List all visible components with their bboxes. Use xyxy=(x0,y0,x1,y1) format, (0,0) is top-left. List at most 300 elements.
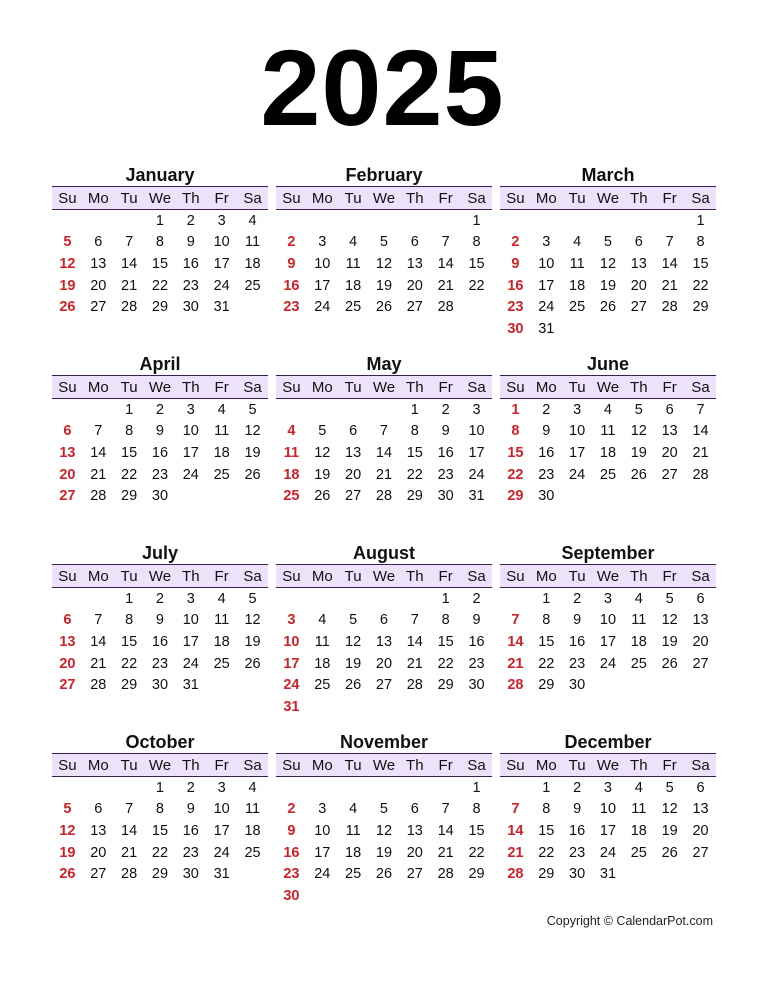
weekday-label: Th xyxy=(399,565,430,588)
empty-day-cell xyxy=(369,777,400,799)
day-cell: 4 xyxy=(603,401,612,418)
month-march xyxy=(500,164,716,340)
weekday-header-row xyxy=(276,565,492,588)
empty-day-cell xyxy=(175,696,206,718)
empty-day-cell xyxy=(593,485,624,507)
day-cell: 5 xyxy=(665,779,674,796)
empty-day-cell xyxy=(338,696,369,718)
empty-day-cell xyxy=(307,507,338,529)
week-row xyxy=(52,318,268,340)
empty-day-cell xyxy=(685,507,716,529)
empty-day-cell xyxy=(175,485,206,507)
week-row xyxy=(52,296,268,318)
day-cell: 1 xyxy=(125,401,134,418)
empty-day-cell xyxy=(369,399,400,421)
day-cell: 17 xyxy=(213,822,230,839)
empty-day-cell xyxy=(175,507,206,529)
weekday-label: Tu xyxy=(338,565,369,588)
weekday-label: Sa xyxy=(461,187,492,210)
week-row xyxy=(500,253,716,275)
weekday-label: Mo xyxy=(83,187,114,210)
week-row xyxy=(52,674,268,696)
sunday-day-cell: 17 xyxy=(283,655,300,672)
empty-day-cell xyxy=(338,210,369,232)
day-cell: 17 xyxy=(599,633,617,650)
day-cell: 20 xyxy=(406,277,423,294)
week-row xyxy=(52,485,268,507)
sunday-day-cell: 12 xyxy=(59,822,76,839)
day-cell: 22 xyxy=(151,844,169,861)
empty-day-cell xyxy=(83,588,114,610)
sunday-day-cell: 27 xyxy=(59,677,76,694)
day-cell: 25 xyxy=(630,844,647,861)
month-table xyxy=(52,753,268,907)
empty-day-cell xyxy=(237,485,268,507)
day-cell: 15 xyxy=(538,633,555,650)
day-cell: 21 xyxy=(661,277,678,294)
weekday-label: Fr xyxy=(206,754,237,777)
day-cell: 1 xyxy=(542,590,551,607)
sunday-day-cell: 8 xyxy=(511,423,520,440)
empty-day-cell xyxy=(500,210,531,232)
week-row xyxy=(500,421,716,443)
empty-day-cell xyxy=(623,210,654,232)
empty-day-cell xyxy=(338,399,369,421)
day-cell: 20 xyxy=(692,822,709,839)
month-name: April xyxy=(139,354,181,374)
week-row xyxy=(52,863,268,885)
week-row xyxy=(500,610,716,632)
month-name: May xyxy=(366,354,402,374)
week-row xyxy=(500,631,716,653)
empty-day-cell xyxy=(145,507,176,529)
sunday-day-cell: 14 xyxy=(507,822,524,839)
weekday-label: Th xyxy=(399,187,430,210)
week-row xyxy=(276,318,492,340)
sunday-day-cell: 20 xyxy=(59,655,76,672)
day-cell: 27 xyxy=(406,866,423,883)
day-cell: 23 xyxy=(182,844,199,861)
day-cell: 3 xyxy=(603,779,612,796)
day-cell: 23 xyxy=(569,844,586,861)
empty-day-cell xyxy=(83,885,114,907)
day-cell: 29 xyxy=(538,677,555,694)
day-cell: 15 xyxy=(406,444,423,461)
weekday-label: Th xyxy=(623,565,654,588)
sunday-day-cell: 5 xyxy=(63,234,72,251)
day-cell: 9 xyxy=(155,423,164,440)
day-cell: 9 xyxy=(186,801,195,818)
empty-day-cell xyxy=(531,696,562,718)
empty-day-cell xyxy=(685,696,716,718)
empty-day-cell xyxy=(52,885,83,907)
weekday-label: Mo xyxy=(83,754,114,777)
day-cell: 6 xyxy=(379,612,388,629)
week-row xyxy=(500,232,716,254)
weekday-header-row xyxy=(276,754,492,777)
week-row xyxy=(500,485,716,507)
day-cell: 19 xyxy=(244,444,261,461)
day-cell: 18 xyxy=(244,822,261,839)
empty-day-cell xyxy=(654,485,685,507)
month-april xyxy=(52,353,268,529)
week-row xyxy=(500,318,716,340)
day-cell: 1 xyxy=(441,590,450,607)
empty-day-cell xyxy=(654,674,685,696)
empty-day-cell xyxy=(562,507,593,529)
day-cell: 19 xyxy=(244,633,261,650)
day-cell: 8 xyxy=(125,612,134,629)
day-cell: 27 xyxy=(375,677,393,694)
weekday-header-row xyxy=(500,376,716,399)
month-february xyxy=(276,164,492,340)
day-cell: 19 xyxy=(375,844,393,861)
day-cell: 22 xyxy=(468,844,485,861)
day-cell: 13 xyxy=(692,612,709,629)
empty-day-cell xyxy=(83,318,114,340)
empty-day-cell xyxy=(685,485,716,507)
day-cell: 1 xyxy=(542,779,551,796)
day-cell: 10 xyxy=(599,801,617,818)
empty-day-cell xyxy=(399,885,430,907)
empty-day-cell xyxy=(531,507,562,529)
day-cell: 14 xyxy=(90,444,107,461)
day-cell: 19 xyxy=(661,633,678,650)
week-row xyxy=(276,232,492,254)
empty-day-cell xyxy=(593,210,624,232)
day-cell: 26 xyxy=(375,866,393,883)
day-cell: 11 xyxy=(345,822,361,839)
weekday-label: Sa xyxy=(461,376,492,399)
week-row xyxy=(276,588,492,610)
day-cell: 10 xyxy=(314,822,331,839)
day-cell: 16 xyxy=(538,444,555,461)
weekday-header-row xyxy=(500,565,716,588)
day-cell: 12 xyxy=(244,423,261,440)
day-cell: 15 xyxy=(437,633,454,650)
empty-day-cell xyxy=(562,318,593,340)
weekday-label: Su xyxy=(276,754,307,777)
sunday-day-cell: 15 xyxy=(507,444,524,461)
week-row xyxy=(52,588,268,610)
day-cell: 28 xyxy=(437,866,454,883)
day-cell: 3 xyxy=(573,401,582,418)
empty-day-cell xyxy=(623,885,654,907)
empty-day-cell xyxy=(623,507,654,529)
month-table xyxy=(276,375,492,529)
day-cell: 13 xyxy=(630,255,647,272)
weekday-label: Mo xyxy=(531,565,562,588)
weekday-label: Fr xyxy=(430,754,461,777)
day-cell: 31 xyxy=(213,866,230,883)
day-cell: 12 xyxy=(661,612,678,629)
day-cell: 27 xyxy=(90,866,107,883)
day-cell: 7 xyxy=(441,234,450,251)
day-cell: 10 xyxy=(599,612,617,629)
day-cell: 18 xyxy=(599,444,617,461)
empty-day-cell xyxy=(399,777,430,799)
day-cell: 9 xyxy=(186,234,195,251)
day-cell: 9 xyxy=(573,801,582,818)
weekday-label: Tu xyxy=(114,187,145,210)
day-cell: 15 xyxy=(468,822,485,839)
day-cell: 28 xyxy=(406,677,423,694)
empty-day-cell xyxy=(276,777,307,799)
weekday-label: Su xyxy=(500,565,531,588)
empty-day-cell xyxy=(206,507,237,529)
sunday-day-cell: 24 xyxy=(283,677,300,694)
weekday-label: Tu xyxy=(562,754,593,777)
day-cell: 24 xyxy=(213,844,230,861)
weekday-label: Tu xyxy=(338,754,369,777)
day-cell: 11 xyxy=(314,633,330,650)
day-cell: 13 xyxy=(345,444,362,461)
empty-day-cell xyxy=(83,507,114,529)
day-cell: 2 xyxy=(155,590,164,607)
empty-day-cell xyxy=(562,485,593,507)
weekday-label: Th xyxy=(399,376,430,399)
day-cell: 25 xyxy=(569,299,586,316)
month-table xyxy=(52,186,268,340)
sunday-day-cell: 31 xyxy=(283,698,300,715)
week-row xyxy=(276,820,492,842)
day-cell: 15 xyxy=(121,633,138,650)
week-row xyxy=(500,863,716,885)
day-cell: 23 xyxy=(151,655,169,672)
weekday-label: We xyxy=(593,187,624,210)
week-row xyxy=(276,399,492,421)
month-september xyxy=(500,542,716,718)
day-cell: 5 xyxy=(318,423,327,440)
day-cell: 8 xyxy=(696,234,705,251)
day-cell: 21 xyxy=(437,277,454,294)
day-cell: 9 xyxy=(472,612,481,629)
month-may xyxy=(276,353,492,529)
day-cell: 15 xyxy=(692,255,709,272)
weekday-label: Th xyxy=(175,376,206,399)
empty-day-cell xyxy=(206,674,237,696)
empty-day-cell xyxy=(52,777,83,799)
week-row xyxy=(52,507,268,529)
week-row xyxy=(52,885,268,907)
week-row xyxy=(500,696,716,718)
weekday-header-row xyxy=(276,376,492,399)
sunday-day-cell: 14 xyxy=(507,633,524,650)
week-row xyxy=(500,653,716,675)
week-row xyxy=(52,610,268,632)
day-cell: 10 xyxy=(314,255,331,272)
week-row xyxy=(276,253,492,275)
empty-day-cell xyxy=(83,696,114,718)
day-cell: 4 xyxy=(217,401,226,418)
day-cell: 25 xyxy=(345,866,362,883)
month-name: November xyxy=(339,732,429,752)
day-cell: 18 xyxy=(345,844,362,861)
day-cell: 23 xyxy=(182,277,199,294)
weekday-label: Th xyxy=(623,754,654,777)
sunday-day-cell: 25 xyxy=(283,488,300,505)
day-cell: 25 xyxy=(244,844,261,861)
day-cell: 13 xyxy=(375,633,393,650)
day-cell: 24 xyxy=(599,655,617,672)
day-cell: 12 xyxy=(375,255,393,272)
day-cell: 9 xyxy=(441,423,450,440)
empty-day-cell xyxy=(685,863,716,885)
empty-day-cell xyxy=(623,863,654,885)
empty-day-cell xyxy=(593,885,624,907)
empty-day-cell xyxy=(307,885,338,907)
sunday-day-cell: 28 xyxy=(507,677,524,694)
empty-day-cell xyxy=(237,885,268,907)
day-cell: 22 xyxy=(692,277,709,294)
weekday-label: Fr xyxy=(654,376,685,399)
day-cell: 20 xyxy=(630,277,647,294)
day-cell: 21 xyxy=(406,655,423,672)
sunday-day-cell: 3 xyxy=(287,612,296,629)
day-cell: 20 xyxy=(375,655,393,672)
week-row xyxy=(52,464,268,486)
empty-day-cell xyxy=(623,318,654,340)
weekday-label: Sa xyxy=(685,565,716,588)
day-cell: 25 xyxy=(599,466,617,483)
weekday-label: Sa xyxy=(237,754,268,777)
week-row xyxy=(52,653,268,675)
day-cell: 19 xyxy=(345,655,362,672)
sunday-day-cell: 2 xyxy=(511,234,520,251)
day-cell: 13 xyxy=(692,801,709,818)
day-cell: 28 xyxy=(121,299,138,316)
day-cell: 17 xyxy=(314,844,331,861)
sunday-day-cell: 30 xyxy=(283,887,300,904)
weekday-label: We xyxy=(593,376,624,399)
day-cell: 12 xyxy=(599,255,617,272)
weekday-label: Mo xyxy=(83,376,114,399)
day-cell: 24 xyxy=(468,466,485,483)
month-name: February xyxy=(345,165,423,185)
day-cell: 8 xyxy=(472,234,481,251)
empty-day-cell xyxy=(461,296,492,318)
weekday-label: We xyxy=(145,376,176,399)
day-cell: 29 xyxy=(151,866,169,883)
weekday-label: Fr xyxy=(654,565,685,588)
month-name: October xyxy=(125,732,195,752)
day-cell: 30 xyxy=(569,866,586,883)
day-cell: 31 xyxy=(599,866,617,883)
empty-day-cell xyxy=(654,696,685,718)
weekday-label: Sa xyxy=(237,187,268,210)
week-row xyxy=(276,863,492,885)
weekday-label: We xyxy=(369,376,400,399)
empty-day-cell xyxy=(461,507,492,529)
month-table xyxy=(500,186,716,340)
day-cell: 4 xyxy=(248,212,257,229)
weekday-label: Sa xyxy=(685,754,716,777)
empty-day-cell xyxy=(430,318,461,340)
empty-day-cell xyxy=(500,777,531,799)
day-cell: 23 xyxy=(538,466,555,483)
day-cell: 2 xyxy=(441,401,450,418)
empty-day-cell xyxy=(461,318,492,340)
month-name: June xyxy=(586,354,629,374)
empty-day-cell xyxy=(52,399,83,421)
day-cell: 11 xyxy=(631,801,647,818)
empty-day-cell xyxy=(52,318,83,340)
day-cell: 4 xyxy=(634,779,643,796)
copyright-text: Copyright © CalendarPot.com xyxy=(546,914,713,928)
day-cell: 10 xyxy=(468,423,485,440)
day-cell: 5 xyxy=(634,401,643,418)
weekday-label: We xyxy=(145,565,176,588)
weekday-label: We xyxy=(145,754,176,777)
day-cell: 8 xyxy=(155,234,164,251)
day-cell: 11 xyxy=(245,801,261,818)
empty-day-cell xyxy=(83,399,114,421)
day-cell: 6 xyxy=(665,401,674,418)
day-cell: 16 xyxy=(182,822,199,839)
weekday-header-row xyxy=(52,376,268,399)
weekday-label: Fr xyxy=(430,187,461,210)
day-cell: 10 xyxy=(213,801,230,818)
week-row xyxy=(500,588,716,610)
day-cell: 6 xyxy=(410,234,419,251)
empty-day-cell xyxy=(562,885,593,907)
sunday-day-cell: 7 xyxy=(511,801,520,818)
day-cell: 16 xyxy=(468,633,485,650)
day-cell: 29 xyxy=(121,677,138,694)
day-cell: 18 xyxy=(213,633,230,650)
empty-day-cell xyxy=(307,696,338,718)
weekday-label: Fr xyxy=(430,565,461,588)
empty-day-cell xyxy=(307,588,338,610)
sunday-day-cell: 11 xyxy=(283,444,300,461)
weekday-label: We xyxy=(369,754,400,777)
month-december xyxy=(500,731,716,907)
day-cell: 25 xyxy=(314,677,331,694)
day-cell: 20 xyxy=(692,633,709,650)
week-row xyxy=(52,210,268,232)
day-cell: 30 xyxy=(151,488,169,505)
month-august xyxy=(276,542,492,718)
day-cell: 7 xyxy=(125,234,134,251)
month-table xyxy=(52,564,268,718)
week-row xyxy=(500,674,716,696)
sunday-day-cell: 2 xyxy=(287,801,296,818)
weekday-label: Su xyxy=(500,187,531,210)
day-cell: 6 xyxy=(349,423,358,440)
day-cell: 15 xyxy=(121,444,138,461)
empty-day-cell xyxy=(338,507,369,529)
empty-day-cell xyxy=(338,777,369,799)
day-cell: 8 xyxy=(155,801,164,818)
weekday-label: Fr xyxy=(206,565,237,588)
week-row xyxy=(276,610,492,632)
week-row xyxy=(52,275,268,297)
day-cell: 28 xyxy=(90,488,107,505)
day-cell: 18 xyxy=(630,822,647,839)
empty-day-cell xyxy=(145,696,176,718)
weekday-label: Th xyxy=(175,565,206,588)
month-november xyxy=(276,731,492,907)
empty-day-cell xyxy=(500,507,531,529)
month-name: July xyxy=(141,543,179,563)
empty-day-cell xyxy=(206,885,237,907)
empty-day-cell xyxy=(83,777,114,799)
sunday-day-cell: 26 xyxy=(59,299,76,316)
day-cell: 18 xyxy=(314,655,331,672)
day-cell: 16 xyxy=(151,444,169,461)
empty-day-cell xyxy=(369,507,400,529)
day-cell: 20 xyxy=(90,277,107,294)
